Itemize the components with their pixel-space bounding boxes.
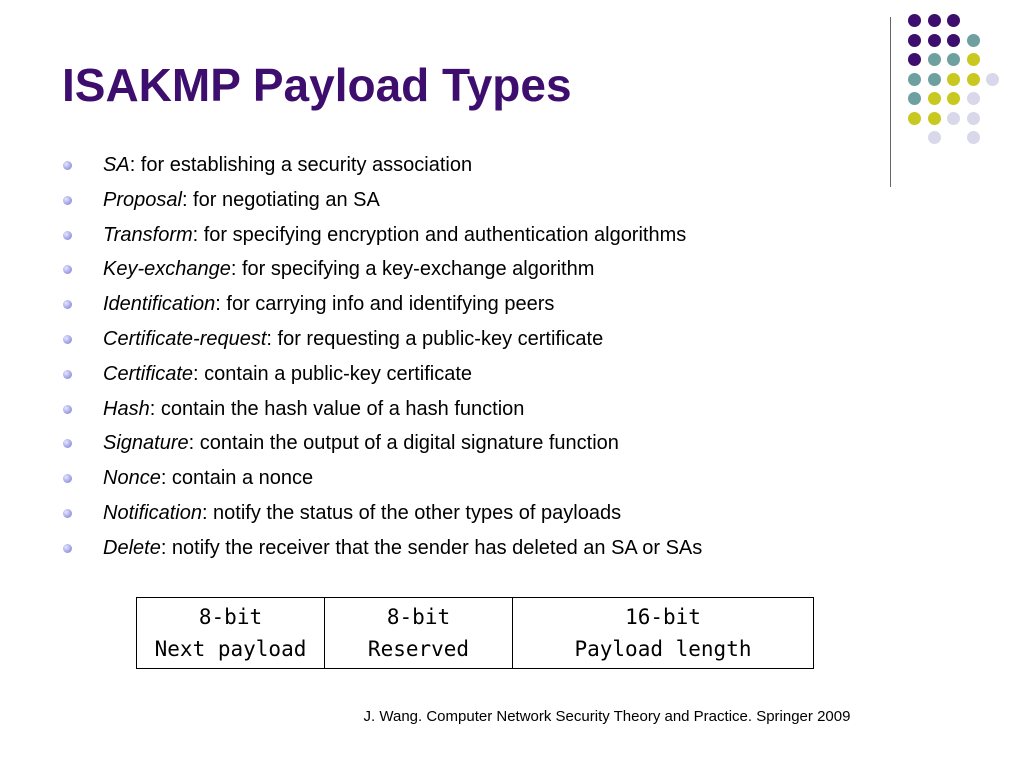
list-item [62,150,702,185]
decorative-dot [967,131,980,144]
title-divider [890,17,891,187]
payload-term: Nonce [103,467,161,490]
payload-term: Certificate-request [103,327,267,350]
list-item [62,394,702,429]
payload-term: Notification [103,501,202,524]
payload-description: : for negotiating an SA [181,188,380,211]
decorative-dot [908,112,921,125]
field-size: 16-bit [625,605,701,629]
bullet-icon [63,439,72,448]
payload-description: : for specifying a key-exchange algorithm [230,258,595,281]
list-item [62,463,702,498]
decorative-dot [947,112,960,125]
decorative-dot [967,92,980,105]
list-item [62,359,702,394]
payload-term: Delete [103,536,161,559]
payload-description: : for establishing a security association [129,154,473,176]
payload-description: : for carrying info and identifying peers [215,293,555,316]
decorative-dot [947,14,960,27]
list-item [62,428,702,463]
payload-type-list [62,150,702,568]
decorative-dot [947,53,960,66]
field-name: Payload length [574,637,752,661]
list-item [62,220,702,255]
field-name: Reserved [367,637,470,661]
bullet-icon [63,370,72,379]
list-item [62,185,702,220]
decorative-dot [928,53,941,66]
payload-description: : for requesting a public-key certificate [266,327,604,350]
field-name: Next payload [154,637,307,661]
payload-description: : contain the hash value of a hash function [149,397,525,420]
decorative-dot [928,34,941,47]
field-size: 8-bit [198,605,263,629]
bullet-icon [63,405,72,414]
decorative-dot [947,92,960,105]
decorative-dot [908,34,921,47]
bullet-icon [63,474,72,483]
payload-term: Key-exchange [103,258,231,281]
payload-term: Hash [103,397,150,420]
decorative-dot [908,92,921,105]
payload-description: : contain the output of a digital signature function [188,432,619,455]
payload-term: Signature [103,432,189,455]
list-item [62,533,702,568]
payload-description: : notify the status of the other types of payloads [201,501,622,524]
list-item [62,289,702,324]
decorative-dot [947,34,960,47]
payload-term: Identification [103,293,216,316]
bullet-icon [63,231,72,240]
bullet-icon [63,196,72,205]
payload-description: : contain a nonce [160,467,314,490]
payload-term: Certificate [103,362,194,385]
payload-header-diagram [136,597,814,669]
decorative-dot [986,73,999,86]
decorative-dot [967,112,980,125]
decorative-dot [967,73,980,86]
bullet-icon [63,300,72,309]
header-field-reserved [325,598,513,668]
decorative-dot-grid [908,14,1008,174]
payload-term: Transform [103,223,193,246]
list-item [62,498,702,533]
decorative-dot [908,53,921,66]
list-item [62,254,702,289]
decorative-dot [967,53,980,66]
decorative-dot [928,14,941,27]
decorative-dot [928,73,941,86]
decorative-dot [908,73,921,86]
payload-description: : contain a public-key certificate [193,362,473,385]
payload-term: SA [103,154,130,176]
bullet-icon [63,161,72,170]
field-size: 8-bit [386,605,451,629]
payload-term: Proposal [103,188,182,211]
bullet-icon [63,544,72,553]
bullet-icon [63,509,72,518]
decorative-dot [928,131,941,144]
list-item [62,324,702,359]
decorative-dot [928,92,941,105]
header-field-payload-length [513,598,813,668]
decorative-dot [908,14,921,27]
bullet-icon [63,265,72,274]
decorative-dot [947,73,960,86]
decorative-dot [967,34,980,47]
payload-description: : notify the receiver that the sender has deleted an SA or SAs [160,536,703,559]
bullet-icon [63,335,72,344]
citation-text: J. Wang. Computer Network Security Theory and Practice. Springer 2009 [363,708,851,725]
slide-title: ISAKMP Payload Types [62,59,572,111]
decorative-dot [928,112,941,125]
payload-description: : for specifying encryption and authentication algorithms [192,223,687,246]
header-field-next-payload [137,598,325,668]
citation [0,708,990,725]
